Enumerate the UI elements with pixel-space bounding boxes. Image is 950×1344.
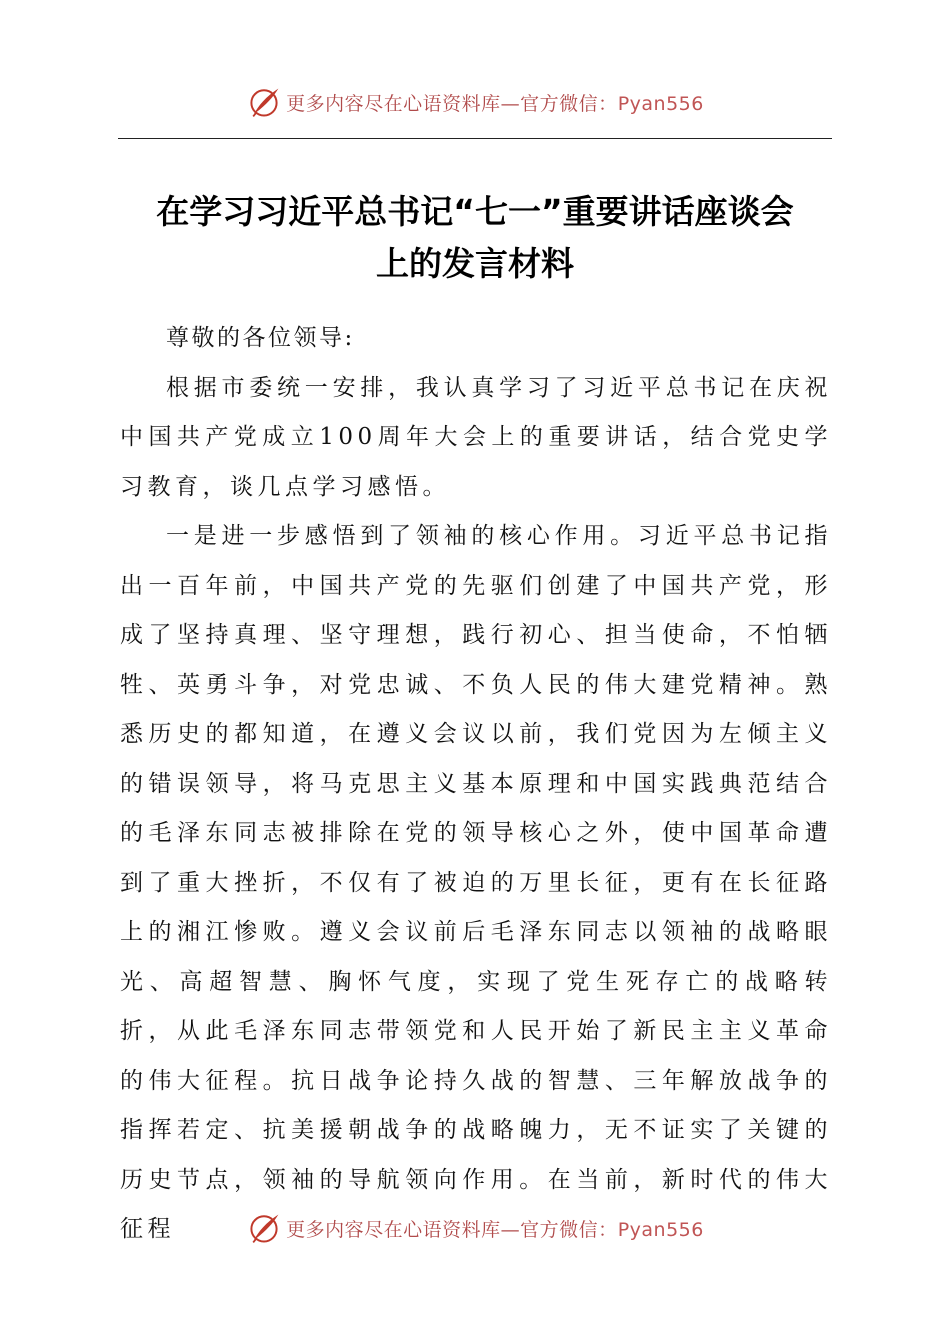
paragraph-intro: 根据市委统一安排，我认真学习了习近平总书记在庆祝中国共产党成立100周年大会上的重要讲话，结合党史学习教育，谈几点学习感悟。	[120, 374, 832, 500]
title-line-1: 在学习习近平总书记“七一”重要讲话座谈会	[156, 192, 794, 231]
header-banner-text: 更多内容尽在心语资料库—官方微信：Pyan556	[286, 92, 704, 115]
quill-logo-icon	[246, 1210, 282, 1246]
document-body	[120, 314, 832, 1255]
footer-watermark	[0, 1208, 950, 1248]
document-title	[100, 186, 850, 290]
header-watermark	[0, 82, 950, 122]
paragraph-point-one: 一是进一步感悟到了领袖的核心作用。习近平总书记指出一百年前，中国共产党的先驱们创建了中国共产党，形成了坚持真理、坚守理想，践行初心、担当使命，不怕牺牲、英勇斗争，对党忠诚、不负人民的伟大建党精神。熟悉历史的都知道，在遵义会议以前，我们党因为左倾主义的错误领导，将马克思主义基本原理和中国实践典范结合的毛泽东同志被排除在党的领导核心之外，使中国革命遭到了重大挫折，不仅有了被迫的万里长征，更有在长征路上的湘江惨败。遵义会议前后毛泽东同志以领袖的战略眼光、高超智慧、胸怀气度，实现了党生死存亡的战略转折，从此毛泽东同志带领党和人民开始了新民主主义革命的伟大征程。抗日战争论持久战的智慧、三年解放战争的指挥若定、抗美援朝战争的战略魄力，无不证实了关键的历史节点，领袖的导航领向作用。在当前，新时代的伟大征程	[120, 523, 832, 1242]
title-line-2: 上的发言材料	[376, 244, 574, 283]
quill-logo-icon	[246, 84, 282, 120]
header-divider	[118, 138, 832, 139]
salutation: 尊敬的各位领导:	[166, 325, 355, 351]
footer-banner-text: 更多内容尽在心语资料库—官方微信：Pyan556	[286, 1218, 704, 1241]
